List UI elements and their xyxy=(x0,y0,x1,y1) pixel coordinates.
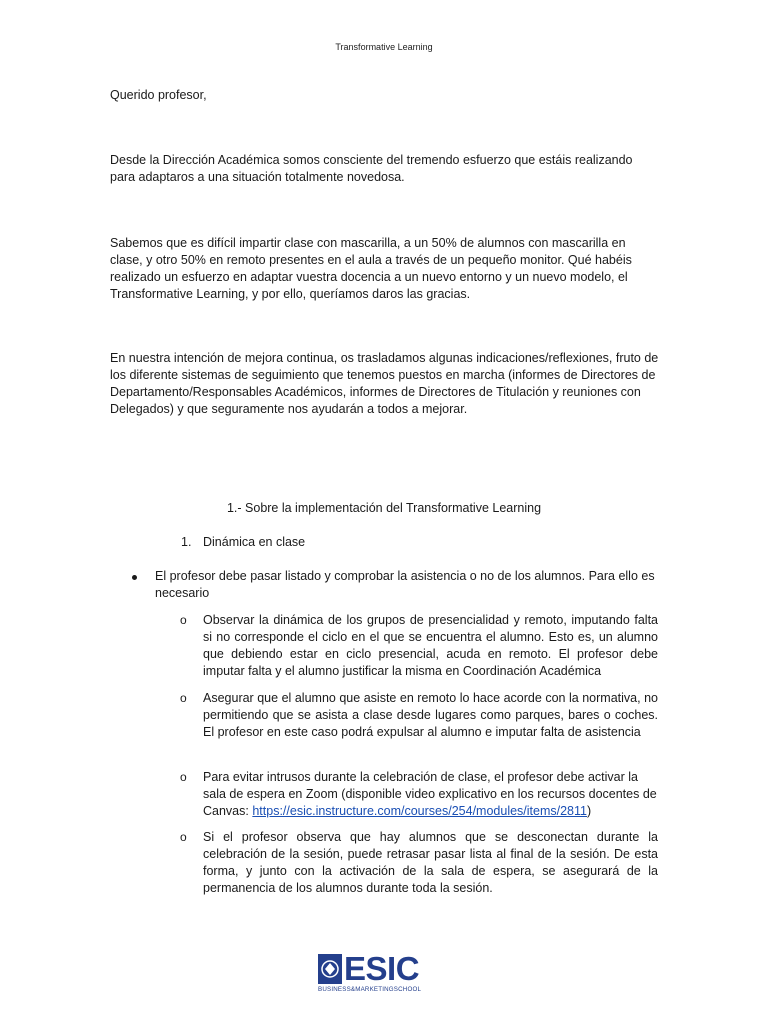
bullet-text: El profesor debe pasar listado y comprobar la asistencia o no de los alumnos. Para ello es necesario xyxy=(155,569,655,600)
esic-logo xyxy=(318,950,448,996)
greeting: Querido profesor, xyxy=(110,88,207,102)
paragraph-3: En nuestra intención de mejora continua, os trasladamos algunas indicaciones/reflexiones, fruto de los diferente sistemas de seguimiento que tenemos puestos en marcha (informes de Directores de Departamento/Responsables Académicos, informes de Directores de Titulación y reuniones con Delegados) y que seguramente nos ayudarán a todos a mejorar. xyxy=(110,351,659,416)
sub-bullet-3 xyxy=(203,769,658,820)
esic-emblem-icon xyxy=(318,954,342,984)
sub-bullet-4: Si el profesor observa que hay alumnos que se desconectan durante la celebración de la sesión, puede retrasar pasar lista al final de la sesión. De esta forma, y junto con la activación de la sala de espera, se asegurará de la permanencia de los alumnos durante toda la sesión. xyxy=(203,830,658,895)
subsection-number: 1. xyxy=(181,535,192,549)
sub-bullet-icon: o xyxy=(180,613,187,627)
paragraph-1: Desde la Dirección Académica somos consciente del tremendo esfuerzo que estáis realizando para adaptaros a una situación totalmente novedosa. xyxy=(110,153,633,184)
running-header: Transformative Learning xyxy=(335,42,433,52)
sub-bullet-1: Observar la dinámica de los grupos de presencialidad y remoto, imputando falta si no corresponde el ciclo en el que se encuentra el alumno. Esto es, un alumno que debiendo estar en ciclo presencial, acuda en remoto. El profesor debe imputar falta y el alumno justificar la misma en Coordinación Académica xyxy=(203,613,658,678)
esic-logo-word: ESIC xyxy=(344,950,420,987)
sub-bullet-icon: o xyxy=(180,830,187,844)
sub-bullet-2: Asegurar que el alumno que asiste en remoto lo hace acorde con la normativa, no permitiendo que se asista a clase desde lugares como parques, bares o coches. El profesor en este caso podrá expulsar al alumno e imputar falta de asistencia xyxy=(203,691,658,739)
esic-logo-tagline: BUSINESS&MARKETINGSCHOOL xyxy=(318,986,422,993)
sub-bullet-icon: o xyxy=(180,770,187,784)
paragraph-2: Sabemos que es difícil impartir clase con mascarilla, a un 50% de alumnos con mascarilla en clase, y otro 50% en remoto presentes en el aula a través de un pequeño monitor. Qué habéis realizado un esfuerzo en adaptar vuestra docencia a un nuevo entorno y un nuevo modelo, el Transformative Learning, y por ello, queríamos daros las gracias. xyxy=(110,236,632,301)
bullet-dot-icon xyxy=(132,575,137,580)
subsection-title: Dinámica en clase xyxy=(203,535,306,549)
sub-bullet-3-close: ) xyxy=(587,804,592,818)
section-title: 1.- Sobre la implementación del Transformative Learning xyxy=(226,501,542,515)
sub-bullet-icon: o xyxy=(180,691,187,705)
canvas-link[interactable]: https://esic.instructure.com/courses/254/modules/items/2811 xyxy=(252,804,587,818)
sub-bullet-3-text: Para evitar intrusos durante la celebración de clase, el profesor debe activar la sala de espera en Zoom (disponible video explicativo en los recursos docentes de Canvas: xyxy=(203,770,657,818)
